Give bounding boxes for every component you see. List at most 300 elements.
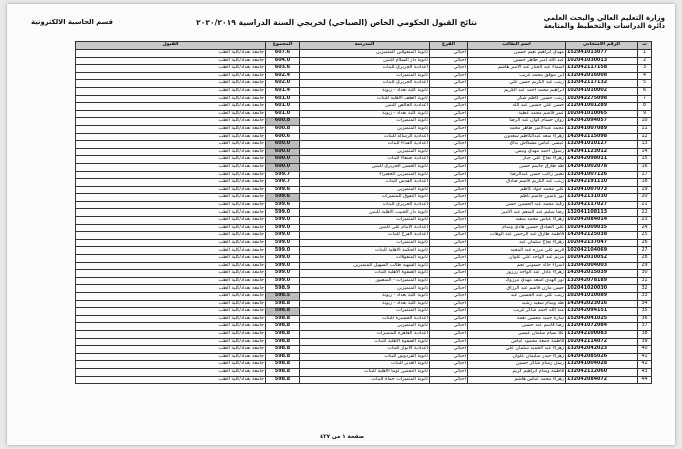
cell-name: روان حسام كوان عبد الرضا (468, 118, 566, 126)
cell-no: 1 (638, 50, 652, 58)
cell-branch: احيائي (430, 338, 468, 346)
table-header-row (76, 42, 652, 50)
cell-no: 30 (638, 270, 652, 278)
cell-average: 598.8 (266, 376, 300, 384)
cell-average: 598.5 (266, 293, 300, 301)
cell-no: 23 (638, 217, 652, 225)
table-row (76, 277, 652, 285)
cell-exam-id: 132042100083 (566, 330, 638, 338)
cell-average: 600.8 (266, 125, 300, 133)
cell-branch: احيائي (430, 247, 468, 255)
table-row (76, 148, 652, 156)
cell-exam-id: 102042104069 (566, 247, 638, 255)
cell-school: ثانوية كلية بغداد - زيونة (300, 293, 430, 301)
cell-admission: جامعة بغداد/كلية الطب (76, 201, 266, 209)
cell-average: 599.0 (266, 247, 300, 255)
cell-admission: جامعة بغداد/كلية الطب (76, 194, 266, 202)
cell-exam-id: 102042275098 (566, 95, 638, 103)
cell-average: 598.8 (266, 315, 300, 323)
table-row (76, 217, 652, 225)
cell-branch: احيائي (430, 50, 468, 58)
cell-school: ثانوية كلية بغداد - زيونة (300, 300, 430, 308)
cell-average: 600.0 (266, 156, 300, 164)
cell-school: ثانوية التفوق للمتميزات (300, 194, 430, 202)
cell-name: طه وسام سعيد رشيد (468, 300, 566, 308)
cell-name: زينب علي عبد الحسين عبد (468, 293, 566, 301)
cell-exam-id: 102041010089 (566, 293, 638, 301)
cell-school: ثانوية الغدير للبنات (300, 361, 430, 369)
table-row (76, 118, 652, 126)
cell-admission: جامعة بغداد/كلية الطب (76, 224, 266, 232)
cell-average: 600.6 (266, 133, 300, 141)
cell-average: 600.0 (266, 148, 300, 156)
col-header-average: المجموع (266, 42, 300, 50)
ministry-header (544, 14, 665, 30)
cell-school: ثانوية المتميزين (300, 148, 430, 156)
cell-average: 598.8 (266, 353, 300, 361)
cell-admission: جامعة بغداد/كلية الطب (76, 57, 266, 65)
cell-name: رسل رسام شاكر حسين (468, 361, 566, 369)
cell-name: ابراهيم محمد احمد عبد الكريم (468, 87, 566, 95)
cell-branch: احيائي (430, 285, 468, 293)
table-row (76, 300, 652, 308)
cell-admission: جامعة بغداد/كلية الطب (76, 277, 266, 285)
cell-school: ثانوية المتميزين (300, 285, 430, 293)
cell-average: 599.7 (266, 171, 300, 179)
col-header-exam-id: الرقم الامتحاني (566, 42, 638, 50)
cell-exam-id: 132042117027 (566, 201, 638, 209)
cell-average: 598.9 (266, 285, 300, 293)
cell-average: 599.6 (266, 194, 300, 202)
cell-school: اعدادية الامام علي للبنين (300, 224, 430, 232)
cell-school: اعدادية الحريري للبنات (300, 80, 430, 88)
cell-exam-id: 132042117158 (566, 65, 638, 73)
cell-admission: جامعة بغداد/كلية الطب (76, 338, 266, 346)
cell-admission: جامعة بغداد/كلية الطب (76, 87, 266, 95)
cell-school: اعدادية القدس للبنات (300, 179, 430, 187)
cell-exam-id: 152042041025 (566, 315, 638, 323)
cell-branch: احيائي (430, 262, 468, 270)
cell-branch: احيائي (430, 255, 468, 263)
cell-average: 598.8 (266, 330, 300, 338)
cell-school: ثانوية المتميزات - المنصور (300, 277, 430, 285)
cell-exam-id: 132042078189 (566, 277, 638, 285)
cell-admission: جامعة بغداد/كلية الطب (76, 65, 266, 73)
cell-average: 601.0 (266, 103, 300, 111)
cell-exam-id: 132042131030 (566, 194, 638, 202)
cell-school: ثانوية دار السلام للبنين (300, 57, 430, 65)
cell-no: 11 (638, 125, 652, 133)
cell-no: 12 (638, 133, 652, 141)
col-header-admission: القبول (76, 42, 266, 50)
cell-average: 603.6 (266, 65, 300, 73)
cell-no: 10 (638, 118, 652, 126)
cell-exam-id: 102042137047 (566, 239, 638, 247)
cell-branch: احيائي (430, 65, 468, 73)
cell-branch: احيائي (430, 201, 468, 209)
cell-exam-id: 132042094151 (566, 308, 638, 316)
cell-school: ثانوية كلية بغداد - زيونة (300, 87, 430, 95)
cell-branch: احيائي (430, 300, 468, 308)
table-row (76, 338, 652, 346)
cell-exam-id: 142042098011 (566, 156, 638, 164)
cell-school: ثانوية المتفوقين للمتميزين (300, 50, 430, 58)
cell-no: 37 (638, 323, 652, 331)
cell-name: عمر قاسم محمد عطية (468, 110, 566, 118)
cell-admission: جامعة بغداد/كلية الطب (76, 141, 266, 149)
cell-average: 599.6 (266, 201, 300, 209)
cell-name: مريم عبد الواحد علي علوان (468, 255, 566, 263)
cell-admission: جامعة بغداد/كلية الطب (76, 209, 266, 217)
cell-admission: جامعة بغداد/كلية الطب (76, 247, 266, 255)
cell-school: ثانوية المتميزات (300, 118, 430, 126)
cell-admission: جامعة بغداد/كلية الطب (76, 125, 266, 133)
cell-school: اعدادية الحريري للبنات (300, 65, 430, 73)
cell-name: فريم علي مرزه عبد المجيد (468, 247, 566, 255)
cell-school: ثانوية المتميزات حماة للبنات (300, 376, 430, 384)
cell-name: علي محمد جواد كاظم (468, 186, 566, 194)
cell-average: 601.0 (266, 110, 300, 118)
cell-branch: احيائي (430, 87, 468, 95)
cell-name: نور الهدى اسعد مهدي مرزوك (468, 277, 566, 285)
table-row (76, 232, 652, 240)
cell-school: ثانوية المتميزات (300, 308, 430, 316)
cell-admission: جامعة بغداد/كلية الطب (76, 95, 266, 103)
cell-average: 601.4 (266, 87, 300, 95)
page-number: صفحة ١ من ٤٢٧ (319, 434, 365, 440)
cell-admission: جامعة بغداد/كلية الطب (76, 239, 266, 247)
cell-no: 4 (638, 72, 652, 80)
cell-name: عيسى عباس مشكاش بداي (468, 141, 566, 149)
cell-admission: جامعة بغداد/كلية الطب (76, 72, 266, 80)
document-page (7, 4, 675, 445)
cell-no: 15 (638, 156, 652, 164)
table-row (76, 285, 652, 293)
cell-name: منة الله احمد شاكر غريب (468, 308, 566, 316)
cell-exam-id: 102042084014 (566, 217, 638, 225)
cell-name: زهراء حيدر سليمان علوان (468, 353, 566, 361)
cell-no: 3 (638, 65, 652, 73)
cell-branch: احيائي (430, 95, 468, 103)
cell-admission: جامعة بغداد/كلية الطب (76, 376, 266, 384)
cell-name: زهراء عبد الحميد سلمان علي (468, 346, 566, 354)
cell-average: 598.8 (266, 300, 300, 308)
cell-branch: احيائي (430, 186, 468, 194)
cell-exam-id: 132042004003 (566, 262, 638, 270)
table-row (76, 270, 652, 278)
cell-exam-id: 132041072084 (566, 323, 638, 331)
cell-average: 600.8 (266, 118, 300, 126)
table-row (76, 194, 652, 202)
cell-name: زهراء عباس محمد سعيد (468, 217, 566, 225)
cell-branch: احيائي (430, 110, 468, 118)
cell-no: 41 (638, 353, 652, 361)
cell-school: اعدادية الحريري للبنات (300, 201, 430, 209)
cell-no: 29 (638, 262, 652, 270)
table-row (76, 209, 652, 217)
cell-branch: احيائي (430, 148, 468, 156)
cell-exam-id: 102041010065 (566, 110, 638, 118)
cell-no: 38 (638, 330, 652, 338)
table-row (76, 247, 652, 255)
cell-branch: احيائي (430, 308, 468, 316)
table-row (76, 80, 652, 88)
cell-average: 599.0 (266, 209, 300, 217)
cell-name: علا بسام سلمان عيسى (468, 330, 566, 338)
table-row (76, 95, 652, 103)
cell-school: ثانوية دار الحبيب الاهلية للبنين (300, 209, 430, 217)
cell-name: زهراء محمد عباس هاشم (468, 376, 566, 384)
admissions-table (75, 41, 652, 384)
cell-school: ثانوية المتفوقات (300, 255, 430, 263)
cell-branch: احيائي (430, 277, 468, 285)
cell-average: 602.0 (266, 80, 300, 88)
cell-average: 598.8 (266, 346, 300, 354)
cell-no: 9 (638, 110, 652, 118)
cell-name: فاطمة جمعة محمود عباس (468, 338, 566, 346)
cell-admission: جامعة بغداد/كلية الطب (76, 118, 266, 126)
cell-branch: احيائي (430, 171, 468, 179)
cell-no: 36 (638, 315, 652, 323)
table-row (76, 353, 652, 361)
cell-average: 599.0 (266, 262, 300, 270)
cell-no: 44 (638, 376, 652, 384)
table-row (76, 171, 652, 179)
cell-exam-id: 102042114072 (566, 338, 638, 346)
cell-no: 28 (638, 255, 652, 263)
cell-exam-id: 102041030013 (566, 57, 638, 65)
department-name: قسم الحاسبة الالكترونية (31, 18, 113, 26)
table-row (76, 103, 652, 111)
cell-admission: جامعة بغداد/كلية الطب (76, 361, 266, 369)
cell-average: 599.0 (266, 232, 300, 240)
cell-average: 602.4 (266, 72, 300, 80)
cell-school: ثانوية المتميزين (300, 323, 430, 331)
cell-average: 599.0 (266, 270, 300, 278)
table-row (76, 323, 652, 331)
cell-name: رسول احمد مهدي ونيس (468, 148, 566, 156)
cell-school: ثانوية الحكمة الاهلية للبنات (300, 247, 430, 255)
cell-name: رضا قاسم عبد حسين (468, 323, 566, 331)
cell-admission: جامعة بغداد/كلية الطب (76, 171, 266, 179)
table-row (76, 57, 652, 65)
cell-no: 20 (638, 194, 652, 202)
cell-school: ثانوية المتميزات (300, 239, 430, 247)
cell-admission: جامعة بغداد/كلية الطب (76, 110, 266, 118)
cell-name: ابي موفق محمد غريب (468, 72, 566, 80)
cell-branch: احيائي (430, 368, 468, 376)
table-row (76, 346, 652, 354)
cell-branch: احيائي (430, 133, 468, 141)
table-row (76, 179, 652, 187)
cell-admission: جامعة بغداد/كلية الطب (76, 285, 266, 293)
table-row (76, 201, 652, 209)
cell-branch: احيائي (430, 217, 468, 225)
cell-exam-id: 102042010052 (566, 255, 638, 263)
cell-exam-id: 142042094057 (566, 118, 638, 126)
table-row (76, 141, 652, 149)
directorate-name: دائرة الدراسات والتخطيط والمتابعة (543, 22, 665, 30)
table-row (76, 72, 652, 80)
table-row (76, 125, 652, 133)
cell-average: 598.8 (266, 323, 300, 331)
cell-admission: جامعة بغداد/كلية الطب (76, 179, 266, 187)
cell-name: اسماء عبد الجبار عبد الامير هاشم (468, 65, 566, 73)
cell-admission: جامعة بغداد/كلية الطب (76, 217, 266, 225)
table-row (76, 255, 652, 263)
cell-average: 600.0 (266, 141, 300, 149)
cell-admission: جامعة بغداد/كلية الطب (76, 80, 266, 88)
cell-no: 31 (638, 277, 652, 285)
cell-average: 600.0 (266, 163, 300, 171)
document-title: نتائج القبول الحكومي الخاص (الصباحي) لخريجي السنة الدراسية ٢٠٢٠/٢٠١٩ (196, 18, 477, 27)
cell-no: 14 (638, 148, 652, 156)
cell-school: اعدادية الخالص للبنين (300, 103, 430, 111)
cell-no: 42 (638, 361, 652, 369)
cell-school: اعدادية الحسيرة للبنات (300, 315, 430, 323)
cell-average: 599.0 (266, 277, 300, 285)
cell-average: 598.8 (266, 308, 300, 316)
cell-admission: جامعة بغداد/كلية الطب (76, 50, 266, 58)
cell-admission: جامعة بغداد/كلية الطب (76, 353, 266, 361)
cell-name: سارة حميد محسن نعمة (468, 315, 566, 323)
cell-branch: احيائي (430, 179, 468, 187)
cell-average: 599.0 (266, 217, 300, 225)
cell-exam-id: 132042016008 (566, 72, 638, 80)
cell-average: 601.0 (266, 95, 300, 103)
cell-school: ثانوية الصفوة الاهلية للبنات (300, 338, 430, 346)
cell-name: زهراء سعد عبدالكاظم سعدون (468, 133, 566, 141)
cell-average: 599.0 (266, 255, 300, 263)
cell-branch: احيائي (430, 80, 468, 88)
table-row (76, 87, 652, 95)
cell-branch: احيائي (430, 376, 468, 384)
cell-no: 7 (638, 95, 652, 103)
cell-branch: احيائي (430, 103, 468, 111)
cell-exam-id: 142042191110 (566, 179, 638, 187)
cell-no: 19 (638, 186, 652, 194)
cell-school: ثانوية المتميزين (300, 186, 430, 194)
cell-name: زهراء نجاح سلمان عبد (468, 239, 566, 247)
cell-branch: احيائي (430, 232, 468, 240)
cell-school: ثانوية الطف الاهلية للبنات (300, 95, 430, 103)
cell-branch: احيائي (430, 194, 468, 202)
table-row (76, 65, 652, 73)
cell-exam-id: 132042117132 (566, 80, 638, 88)
cell-exam-id: 212041001289 (566, 103, 638, 111)
table-row (76, 110, 652, 118)
cell-admission: جامعة بغداد/كلية الطب (76, 308, 266, 316)
cell-average: 604.0 (266, 57, 300, 65)
cell-name: نور ياسين جاسم ناظم (468, 194, 566, 202)
cell-exam-id: 132042084072 (566, 376, 638, 384)
cell-no: 43 (638, 368, 652, 376)
cell-branch: احيائي (430, 346, 468, 354)
cell-name: رضا سليم عبد المنعم عبد الامير (468, 209, 566, 217)
cell-school: ثانوية المتميزات (300, 217, 430, 225)
table-row (76, 368, 652, 376)
cell-branch: احيائي (430, 224, 468, 232)
cell-no: 17 (638, 171, 652, 179)
cell-admission: جامعة بغداد/كلية الطب (76, 346, 266, 354)
cell-school: اعدادية الفرح للبنات (300, 232, 430, 240)
cell-name: فاطمة طارق عبد الرحمن عبد الوهاب (468, 232, 566, 240)
cell-exam-id: 102041020030 (566, 285, 638, 293)
cell-exam-id: 102041010002 (566, 87, 638, 95)
cell-branch: احيائي (430, 141, 468, 149)
cell-exam-id: 132041007089 (566, 125, 638, 133)
cell-average: 599.0 (266, 224, 300, 232)
cell-average: 599.0 (266, 239, 300, 247)
cell-school: ثانوية المتميزين (300, 125, 430, 133)
cell-no: 33 (638, 293, 652, 301)
cell-name: علي الصادق حسين هادي وسام (468, 224, 566, 232)
cell-no: 27 (638, 247, 652, 255)
cell-exam-id: 142042023016 (566, 300, 638, 308)
cell-branch: احيائي (430, 361, 468, 369)
cell-branch: احيائي (430, 270, 468, 278)
cell-name: اسراء خالد حسوني نجم (468, 262, 566, 270)
cell-name: طه طارق جاسم حسن (468, 163, 566, 171)
cell-school: ثانوية الصفوة الاهلية للبنات (300, 270, 430, 278)
table-row (76, 163, 652, 171)
cell-branch: احيائي (430, 330, 468, 338)
table-row (76, 262, 652, 270)
cell-average: 598.8 (266, 338, 300, 346)
table-row (76, 330, 652, 338)
cell-exam-id: 132041007126 (566, 171, 638, 179)
cell-average: 607.6 (266, 50, 300, 58)
cell-no: 24 (638, 224, 652, 232)
cell-no: 26 (638, 239, 652, 247)
cell-no: 25 (638, 232, 652, 240)
table-row (76, 361, 652, 369)
cell-branch: احيائي (430, 163, 468, 171)
cell-school: ثانوية الشهيد طالب السهيل للمتميزين (300, 262, 430, 270)
cell-average: 598.8 (266, 361, 300, 369)
table-row (76, 224, 652, 232)
table-row (76, 186, 652, 194)
cell-branch: احيائي (430, 125, 468, 133)
cell-no: 18 (638, 179, 652, 187)
cell-name: زينب حسين كاظم شكر (468, 95, 566, 103)
cell-admission: جامعة بغداد/كلية الطب (76, 103, 266, 111)
col-header-school: المدرسة (300, 42, 430, 50)
table-row (76, 376, 652, 384)
cell-name: زهراء عادل عبد الواحد زرزور (468, 270, 566, 278)
cell-admission: جامعة بغداد/كلية الطب (76, 186, 266, 194)
cell-name: عبد الله امير طاهر حسين (468, 57, 566, 65)
cell-school: ثانوية الحسن الحريري للبنين (300, 163, 430, 171)
cell-school: اعدادية الرسالة للبنات (300, 133, 430, 141)
cell-no: 8 (638, 103, 652, 111)
cell-exam-id: 142042085026 (566, 353, 638, 361)
cell-no: 32 (638, 285, 652, 293)
cell-admission: جامعة بغداد/كلية الطب (76, 300, 266, 308)
cell-admission: جامعة بغداد/كلية الطب (76, 156, 266, 164)
col-header-name: اسم الطالب (468, 42, 566, 50)
cell-school: ثانوية الفردوس للبنات (300, 353, 430, 361)
cell-admission: جامعة بغداد/كلية الطب (76, 330, 266, 338)
table-body (76, 50, 652, 384)
cell-branch: احيائي (430, 315, 468, 323)
cell-school: اعدادية صنعاء للبنات (300, 156, 430, 164)
cell-branch: احيائي (430, 353, 468, 361)
cell-no: 13 (638, 141, 652, 149)
table-row (76, 50, 652, 58)
cell-no: 6 (638, 87, 652, 95)
cell-name: نصير راغب حسن عبدالرضا (468, 171, 566, 179)
